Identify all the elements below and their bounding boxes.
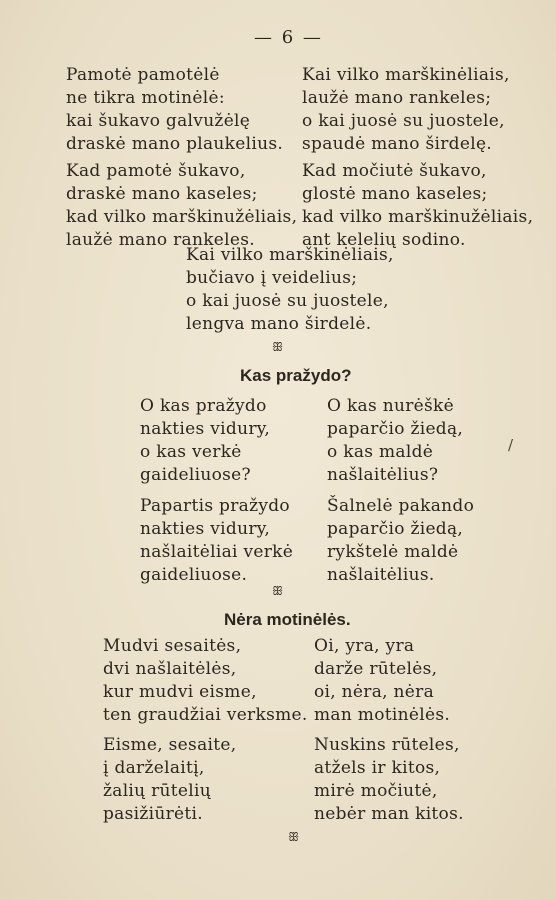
verse-line: kad vilko marškinužėliais, <box>302 207 534 227</box>
poem3-left-stanzas <box>103 635 308 826</box>
verse-line: o kai juosė su juostele, <box>302 111 505 131</box>
poem2-title: Kas pražydo? <box>240 366 352 385</box>
verse-line: Oi, yra, yra <box>314 636 415 656</box>
verse-line: laužė mano rankeles; <box>302 88 492 108</box>
verse-line: nakties vidury, <box>140 519 271 539</box>
verse-line: gaideliuose. <box>140 565 248 585</box>
verse-line: draskė mano kaseles; <box>66 184 258 204</box>
verse-line: Kad pamotė šukavo, <box>66 161 246 181</box>
verse-line: Mudvi sesaitės, <box>103 636 242 656</box>
verse-line: ten graudžiai verksme. <box>103 705 308 725</box>
verse-line: Kai vilko marškinėliais, <box>186 245 394 265</box>
verse-line: nakties vidury, <box>140 419 271 439</box>
ornament-divider: ꕥ <box>288 830 300 844</box>
verse-line: O kas pražydo <box>140 396 267 416</box>
verse-line: į darželaitį, <box>103 758 205 778</box>
verse-line: atžels ir kitos, <box>314 758 441 778</box>
verse-line: pasižiūrėti. <box>103 804 203 824</box>
verse-line: oi, nėra, nėra <box>314 682 435 702</box>
verse-line: gaideliuose? <box>140 465 251 485</box>
verse-line: o kas verkė <box>140 442 242 462</box>
verse-line: nebėr man kitos. <box>314 804 464 824</box>
ornament-divider: ꕥ <box>272 584 284 598</box>
verse-line: Pamotė pamotėlė <box>66 65 220 85</box>
verse-line: bučiavo į veidelius; <box>186 268 358 288</box>
verse-line: kad vilko marškinužėliais, <box>66 207 298 227</box>
page-number: — 6 — <box>254 27 323 48</box>
verse-line: mirė močiutė, <box>314 781 438 801</box>
verse-line: našlaitėlius. <box>327 565 435 585</box>
poem1-center-stanza <box>186 244 394 336</box>
poem3-title: Nėra motinėlės. <box>224 610 351 629</box>
poem3-right-stanzas <box>314 635 464 826</box>
verse-line: žalių rūtelių <box>103 781 212 801</box>
verse-line: dvi našlaitėlės, <box>103 659 237 679</box>
verse-line: Papartis pražydo <box>140 496 290 516</box>
margin-mark: / <box>508 436 514 454</box>
verse-line: ne tikra motinėlė: <box>66 88 225 108</box>
ornament-divider: ꕥ <box>272 340 284 354</box>
verse-line: paparčio žiedą, <box>327 519 464 539</box>
verse-line: rykštelė maldė <box>327 542 459 562</box>
verse-line: ant kelelių sodino. <box>302 230 466 250</box>
verse-line: o kai juosė su juostele, <box>186 291 389 311</box>
verse-line: glostė mano kaseles; <box>302 184 488 204</box>
verse-line: draskė mano plaukelius. <box>66 134 284 154</box>
verse-line: našlaitėlius? <box>327 465 439 485</box>
verse-line: kai šukavo galvužėlę <box>66 111 251 131</box>
verse-line: Šalnelė pakando <box>327 496 475 516</box>
poem1-left-stanzas <box>66 64 297 252</box>
verse-line: kur mudvi eisme, <box>103 682 257 702</box>
verse-line: laužė mano rankeles. <box>66 230 255 250</box>
verse-line: O kas nurėškė <box>327 396 454 416</box>
poem2-right-stanzas <box>327 395 474 587</box>
verse-line: lengva mano širdelė. <box>186 314 372 334</box>
poem2-left-stanzas <box>140 395 293 587</box>
verse-line: spaudė mano širdelę. <box>302 134 493 154</box>
verse-line: Kad močiutė šukavo, <box>302 161 487 181</box>
verse-line: našlaitėliai verkė <box>140 542 294 562</box>
verse-line: man motinėlės. <box>314 705 451 725</box>
poem1-right-stanzas <box>302 64 533 252</box>
verse-line: darže rūtelės, <box>314 659 438 679</box>
verse-line: Kai vilko marškinėliais, <box>302 65 510 85</box>
verse-line: o kas maldė <box>327 442 434 462</box>
verse-line: paparčio žiedą, <box>327 419 464 439</box>
verse-line: Eisme, sesaite, <box>103 735 237 755</box>
verse-line: Nuskins rūteles, <box>314 735 460 755</box>
